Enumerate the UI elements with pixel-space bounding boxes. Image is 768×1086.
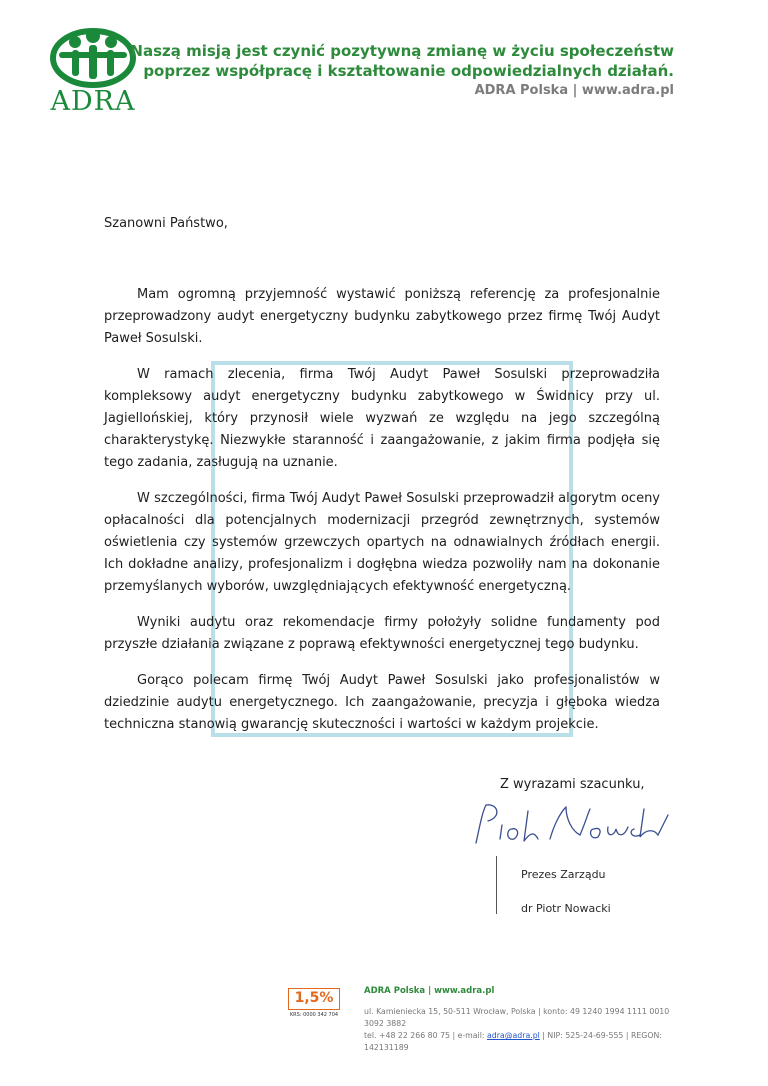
paragraph-1: Mam ogromną przyjemność wystawić poniższą referencję za profesjonalnie przeprowadzony audyt energetyczny budynku zabytkowego przez firmę Twój Audyt Paweł Sosulski. [104, 287, 660, 346]
footer-contact [364, 985, 674, 1054]
email-link[interactable]: adra@adra.pl [487, 1031, 540, 1040]
mission-line-1: Naszą misją jest czynić pozytywną zmianę w życiu społeczeństw [130, 42, 674, 60]
tax-percent-badge: 1,5% [288, 988, 340, 1010]
letter-body [104, 284, 660, 750]
adra-people-circle-icon [45, 22, 141, 88]
signer-block [521, 858, 611, 926]
salutation: Szanowni Państwo, [104, 216, 228, 231]
footer-registration: | NIP: 525-24-69-555 | REGON: 142131189 [364, 1031, 662, 1052]
closing-phrase: Z wyrazami szacunku, [500, 777, 645, 792]
tax-badge [288, 988, 340, 1018]
paragraph-2: W ramach zlecenia, firma Twój Audyt Paweł Sosulski przeprowadziła kompleksowy audyt energetyczny budynku zabytkowego w Świdnicy przy ul. Jagiellońskiej, który przynosił wiele wyzwań ze względu na jego szczególną charakterystykę. Niezwykłe staranność i zaangażowanie, z jakim firma podjęła się tego zadania, zasługują na uznanie. [104, 367, 660, 470]
org-website-line: ADRA Polska | www.adra.pl [474, 83, 674, 98]
signer-name: dr Piotr Nowacki [521, 902, 611, 915]
footer-contact-line [364, 1030, 674, 1054]
paragraph-5: Gorąco polecam firmę Twój Audyt Paweł Sosulski jako profesjonalistów w dziedzinie audytu energetycznego. Ich zaangażowanie, precyzja i głęboka wiedza techniczna stanowią gwarancję skuteczności i wartości w każdym projekcie. [104, 673, 660, 732]
footer-address: ul. Kamieniecka 15, 50-511 Wrocław, Polska | konto: 49 1240 1994 1111 0010 3092 3882 [364, 1007, 670, 1028]
footer-title: ADRA Polska | www.adra.pl [364, 986, 495, 996]
footer-phone: tel. +48 22 266 80 75 | e-mail: [364, 1031, 487, 1040]
adra-logo [45, 22, 141, 117]
logo-wordmark: ADRA [50, 86, 136, 117]
paragraph-4: Wyniki audytu oraz rekomendacje firmy położyły solidne fundamenty pod przyszłe działania związane z poprawą efektywności energetycznej tego budynku. [104, 615, 660, 652]
mission-line-2: poprzez współpracę i kształtowanie odpowiedzialnych działań. [143, 62, 674, 80]
signature-line [496, 856, 497, 914]
verified-watermark: ​ [376, 435, 384, 495]
paragraph-3: W szczególności, firma Twój Audyt Paweł Sosulski przeprowadził algorytm oceny opłacalności dla potencjalnych modernizacji przegród zewnętrznych, systemów oświetlenia czy systemów grzewczych opartych na odnawialnych źródłach energii. Ich dokładne analizy, profesjonalizm i dogłębna wiedza pozwoliły nam na dokonanie przemyślanych wyborów, uwzględniających efektywność energetyczną. [104, 491, 660, 594]
signer-title: Prezes Zarządu [521, 868, 606, 881]
krs-number: KRS: 0000 342 704 [289, 1012, 339, 1018]
handwritten-signature-icon [468, 795, 678, 859]
mission-statement [130, 41, 674, 101]
